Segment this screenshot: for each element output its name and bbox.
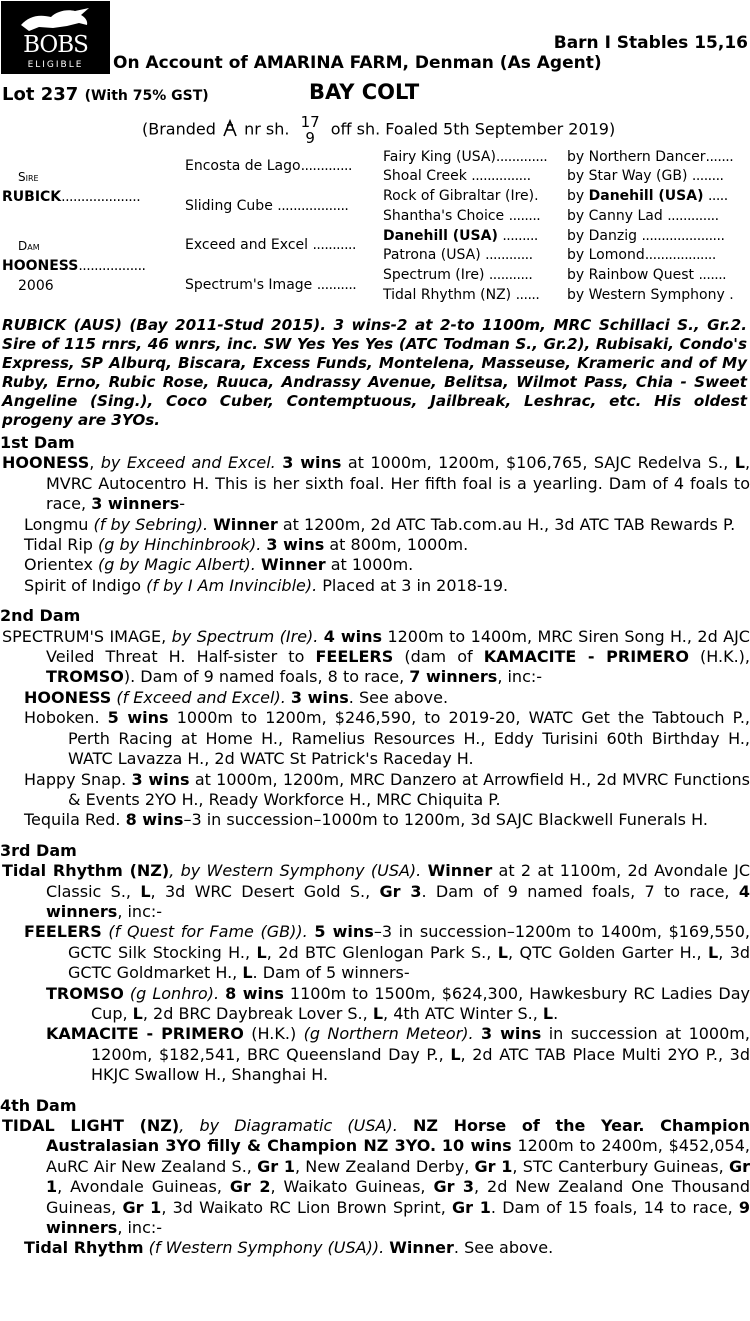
- brand-mid: nr sh.: [244, 119, 290, 139]
- brand-fraction: [301, 114, 320, 146]
- pedigree-g3-5: Danehill (USA) .........: [383, 228, 538, 244]
- horse-jockey-icon: [15, 7, 95, 33]
- dam-lines: [0, 433, 750, 1259]
- sire-summary: RUBICK (AUS) (Bay 2011-Stud 2015). 3 wins-2 at 2-to 1100m, MRC Schillaci S., Gr.2. Sire of 115 rnrs, 46 wnrs, inc. SW Yes Yes Yes (ATC Todman S., Gr.2), Rubisaki, Condo's Express, SP Alburq, Biscara, Excess Funds, Montelena, Masseuse, Krameric and of My Ruby, Erno, Rubic Rose, Ruuca, Andrassy Avenue, Belitsa, Wilmot Pass, Chia - Sweet Angeline (Sing.), Coco Cuber, Contemptuous, Jailbreak, Leshrac, etc. His oldest progeny are 3YOs.: [2, 316, 747, 429]
- brand-denominator: 9: [305, 129, 315, 147]
- brand-prefix: (Branded: [142, 119, 216, 139]
- first-dam-offspring: Spirit of Indigo (f by I Am Invincible). Placed at 3 in 2018-19.: [24, 575, 509, 595]
- pedigree-g3-1: Fairy King (USA).............: [383, 149, 548, 165]
- pedigree-sire-4: by Canny Lad .............: [567, 208, 719, 224]
- bobs-eligible-logo: [1, 1, 110, 74]
- fourth-dam-offspring: Tidal Rhythm (f Western Symphony (USA)). Winner. See above.: [24, 1238, 554, 1258]
- dam-sire: Exceed and Excel ...........: [185, 237, 356, 253]
- second-dam-entry: SPECTRUM'S IMAGE, by Spectrum (Ire). 4 wins 1200m to 1400m, MRC Siren Song H., 2d AJC Veiled Threat H. Half-sister to FEELERS (dam of KAMACITE - PRIMERO (H.K.), TROMSO). Dam of 9 named foals, 8 to race, 7 winners, inc:-: [2, 626, 750, 687]
- sire-dam: Sliding Cube ..................: [185, 198, 349, 214]
- barn-location: Barn I Stables 15,16: [553, 33, 748, 53]
- second-dam-offspring: HOONESS (f Exceed and Excel). 3 wins. See above.: [24, 687, 449, 707]
- dam-label: Dam: [18, 239, 40, 253]
- fourth-dam-entry: TIDAL LIGHT (NZ), by Diagramatic (USA). NZ Horse of the Year. Champion Australasian 3YO filly & Champion NZ 3YO. 10 wins 1200m to 2400m, $452,054, AuRC Air New Zealand S., Gr 1, New Zealand Derby, Gr 1, STC Canterbury Guineas, Gr 1, Avondale Guineas, Gr 2, Waikato Guineas, Gr 3, 2d New Zealand One Thousand Guineas, Gr 1, 3d Waikato RC Lion Brown Sprint, Gr 1. Dam of 15 foals, 14 to race, 9 winners, inc:-: [2, 1116, 750, 1238]
- sire-label: Sire: [18, 170, 39, 184]
- grandsire: Encosta de Lago.............: [185, 158, 352, 174]
- pedigree-g3-8: Tidal Rhythm (NZ) ......: [383, 287, 540, 303]
- first-dam-offspring: Longmu (f by Sebring). Winner at 1200m, 2d ATC Tab.com.au H., 3d ATC TAB Rewards P.: [24, 514, 736, 534]
- pedigree-sire-7: by Rainbow Quest .......: [567, 267, 727, 283]
- brand-suffix: off sh. Foaled 5th September 2019): [330, 119, 616, 139]
- page-title: BAY COLT: [309, 80, 420, 104]
- dam-year: 2006: [18, 278, 54, 294]
- sire-name: RUBICK....................: [2, 189, 141, 205]
- pedigree-sire-5: by Danzig .....................: [567, 228, 725, 244]
- logo-name: BOBS: [23, 32, 88, 58]
- pedigree-g3-4: Shantha's Choice ........: [383, 208, 541, 224]
- dam-name: HOONESS.................: [2, 258, 146, 274]
- third-dam-offspring: FEELERS (f Quest for Fame (GB)). 5 wins–3 in succession–1200m to 1400m, $169,550, GCTC Silk Stocking H., L, 2d BTC Glenlogan Park S., L, QTC Golden Garter H., L, 3d GCTC Goldmarket H., L. Dam of 5 winners-: [24, 922, 750, 983]
- third-dam-heading: 3rd Dam: [0, 840, 77, 860]
- pedigree-sire-8: by Western Symphony .: [567, 287, 734, 303]
- first-dam-offspring: Tidal Rip (g by Hinchinbrook). 3 wins at 800m, 1000m.: [24, 535, 469, 555]
- first-dam-offspring: Orientex (g by Magic Albert). Winner at 1000m.: [24, 555, 414, 575]
- pedigree-sire-2: by Star Way (GB) ........: [567, 168, 724, 184]
- brand-line: [142, 114, 615, 146]
- brand-numerator: 17: [300, 113, 320, 131]
- pedigree-sire-1: by Northern Dancer.......: [567, 149, 734, 165]
- gst-note: (With 75% GST): [84, 88, 209, 104]
- third-dam-grand-offspring: TROMSO (g Lonhro). 8 wins 1100m to 1500m, $624,300, Hawkesbury RC Ladies Day Cup, L, 2d BRC Daybreak Lover S., L, 4th ATC Winter S., L.: [46, 983, 750, 1023]
- pedigree-g3-7: Spectrum (Ire) ...........: [383, 267, 533, 283]
- first-dam-entry: HOONESS, by Exceed and Excel. 3 wins at 1000m, 1200m, $106,765, SAJC Redelva S., L, MVRC Autocentro H. This is her sixth foal. Her fifth foal is a yearling. Dam of 4 foals to race, 3 winners-: [2, 453, 750, 514]
- pedigree-g3-3: Rock of Gibraltar (Ire).: [383, 188, 539, 204]
- second-dam-offspring: Tequila Red. 8 wins–3 in succession–1000m to 1200m, 3d SAJC Blackwell Funerals H.: [24, 810, 708, 830]
- granddam: Spectrum's Image ..........: [185, 277, 357, 293]
- first-dam-heading: 1st Dam: [0, 433, 75, 452]
- vendor-account: On Account of AMARINA FARM, Denman (As Agent): [113, 53, 602, 73]
- third-dam-grand-offspring: KAMACITE - PRIMERO (H.K.) (g Northern Meteor). 3 wins in succession at 1000m, 1200m, $182,541, BRC Queensland Day P., L, 2d ATC TAB Place Multi 2YO P., 3d HKJC Swallow H., Shanghai H.: [46, 1024, 750, 1085]
- third-dam-entry: Tidal Rhythm (NZ), by Western Symphony (USA). Winner at 2 at 1100m, 2d Avondale JC Classic S., L, 3d WRC Desert Gold S., Gr 3. Dam of 9 named foals, 7 to race, 4 winners, inc:-: [2, 861, 750, 921]
- lot-label: Lot 237: [2, 84, 79, 105]
- pedigree-sire-6: by Lomond..................: [567, 247, 716, 263]
- pedigree-g3-6: Patrona (USA) ............: [383, 247, 533, 263]
- pedigree-sire-3: by Danehill (USA) .....: [567, 188, 728, 204]
- lot-number: [2, 84, 209, 105]
- logo-subtitle: ELIGIBLE: [27, 60, 84, 70]
- second-dam-offspring: Happy Snap. 3 wins at 1000m, 1200m, MRC Danzero at Arrowfield H., 2d MVRC Functions & Events 2YO H., Ready Workforce H., MRC Chiquita P.: [24, 769, 750, 809]
- pedigree-g3-2: Shoal Creek ...............: [383, 168, 531, 184]
- second-dam-offspring: Hoboken. 5 wins 1000m to 1200m, $246,590, to 2019-20, WATC Get the Tabtouch P., Perth Racing at Home H., Ramelius Resources H., Eddy Turisini 60th Birthday H., WATC Lavazza H., 2d WATC St Patrick's Raceday H.: [24, 708, 750, 769]
- fourth-dam-heading: 4th Dam: [0, 1095, 77, 1115]
- brand-mark-icon: [221, 119, 239, 137]
- second-dam-heading: 2nd Dam: [0, 606, 81, 626]
